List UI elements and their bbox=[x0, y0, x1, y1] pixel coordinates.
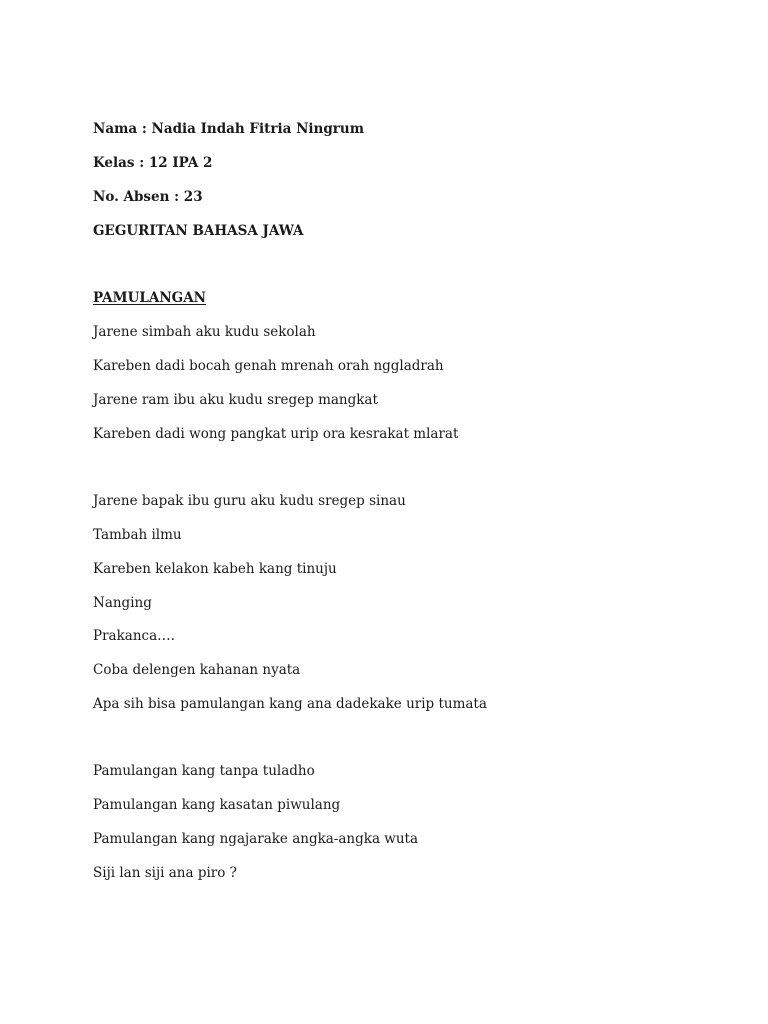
poem-line: Jarene ram ibu aku kudu sregep mangkat bbox=[93, 392, 378, 408]
poem-title: PAMULANGAN bbox=[93, 290, 207, 306]
poem-line: Jarene simbah aku kudu sekolah bbox=[93, 324, 316, 340]
poem-line: Kareben dadi bocah genah mrenah orah nggladrah bbox=[93, 358, 444, 374]
poem-line: Siji lan siji ana piro ? bbox=[93, 865, 237, 881]
poem-line: Pamulangan kang ngajarake angka-angka wuta bbox=[93, 831, 419, 847]
student-name: Nama : Nadia Indah Fitria Ningrum bbox=[93, 121, 365, 137]
student-absen: No. Absen : 23 bbox=[93, 189, 203, 205]
poem-line: Jarene bapak ibu guru aku kudu sregep sinau bbox=[93, 493, 406, 509]
student-class: Kelas : 12 IPA 2 bbox=[93, 155, 213, 171]
poem-line: Apa sih bisa pamulangan kang ana dadekake urip tumata bbox=[93, 696, 487, 712]
document-subject: GEGURITAN BAHASA JAWA bbox=[93, 223, 304, 239]
poem-line: Tambah ilmu bbox=[93, 527, 182, 543]
poem-line: Nanging bbox=[93, 595, 152, 611]
poem-line: Pamulangan kang kasatan piwulang bbox=[93, 797, 341, 813]
poem-line: Prakanca…. bbox=[93, 628, 175, 644]
poem-line: Coba delengen kahanan nyata bbox=[93, 662, 301, 678]
poem-line: Pamulangan kang tanpa tuladho bbox=[93, 763, 315, 779]
poem-line: Kareben kelakon kabeh kang tinuju bbox=[93, 561, 337, 577]
poem-line: Kareben dadi wong pangkat urip ora kesrakat mlarat bbox=[93, 426, 459, 442]
